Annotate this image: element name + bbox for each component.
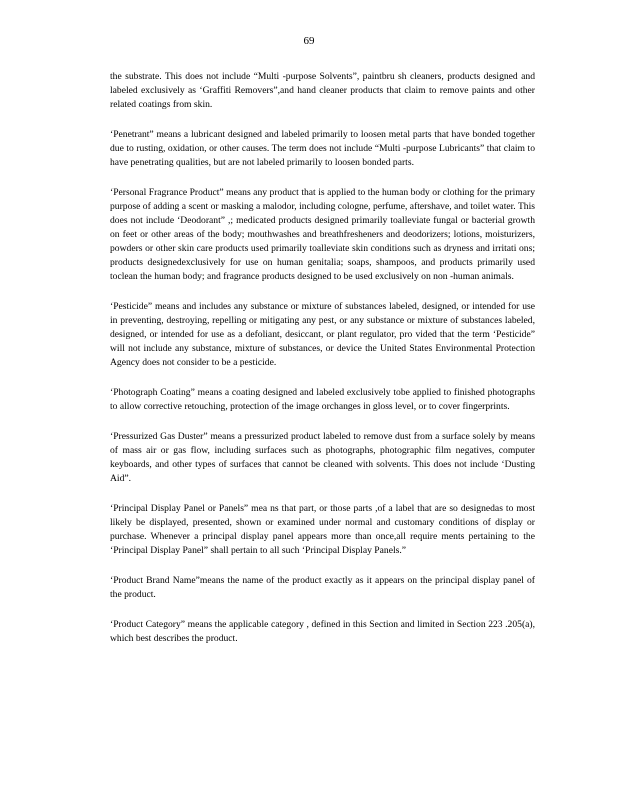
definition-principal-display-panel: ‘Principal Display Panel or Panels” mea ns that part, or those parts ,of a label that are so designedas to most likely be displayed, presented, shown or examined under normal and customary conditions of display or purchase. Whenever a principal display panel appears more than once,all require ments pertaining to the ‘Principal Display Panel” shall pertain to all such ‘Principal Display Panels.” xyxy=(110,503,535,556)
definition-product-category: ‘Product Category” means the applicable category , defined in this Section and limited in Section 223 .205(a), which best describes the product. xyxy=(110,619,535,644)
definition-pressurized-gas-duster: ‘Pressurized Gas Duster” means a pressurized product labeled to remove dust from a surface solely by means of mass air or gas flow, including surfaces such as photographs, photographic film negatives, computer keyboards, and other types of surfaces that cannot be cleaned with solvents. This does not include ‘Dusting Aid”. xyxy=(110,431,535,484)
paragraph-substrate: the substrate. This does not include “Multi -purpose Solvents”, paintbru sh cleaners, products designed and labeled exclusively as ‘Graffiti Removers”,and hand cleaner products that claim to remove paints and other related coatings from skin. xyxy=(110,71,535,110)
definition-penetrant: ‘Penetrant” means a lubricant designed and labeled primarily to loosen metal parts that have bonded together due to rusting, oxidation, or other causes. The term does not include “Multi -purpose Lubricants” that claim to have penetrating qualities, but are not labeled primarily to loosen bonded parts. xyxy=(110,129,535,168)
document-body xyxy=(110,70,535,662)
definition-photograph-coating: ‘Photograph Coating” means a coating designed and labeled exclusively tobe applied to finished photographs to allow corrective retouching, protection of the image orchanges in gloss level, or to cover fingerprints. xyxy=(110,387,535,412)
definition-product-brand-name: ‘Product Brand Name”means the name of the product exactly as it appears on the principal display panel of the product. xyxy=(110,575,535,600)
definition-pesticide: ‘Pesticide” means and includes any substance or mixture of substances labeled, designed, or intended for use in preventing, destroying, repelling or mitigating any pest, or any substance or mixture of substances labeled, designed, or intended for use as a defoliant, desiccant, or plant regulator, pro vided that the term ‘Pesticide” will not include any substance, mixture of substances, or device the United States Environmental Protection Agency does not consider to be a pesticide. xyxy=(110,301,535,368)
page-number: 69 xyxy=(303,35,315,47)
definition-personal-fragrance-product: ‘Personal Fragrance Product” means any product that is applied to the human body or clothing for the primary purpose of adding a scent or masking a malodor, including cologne, perfume, aftershave, and toilet water. This does not include ‘Deodorant” ,; medicated products designed primarily toalleviate fungal or bacterial growth on feet or other areas of the body; mouthwashes and breathfresheners and deodorizers; lotions, moisturizers, powders or other skin care products used primarily toalleviate skin conditions such as dryness and irritati ons; products designedexclusively for use on human genitalia; soaps, shampoos, and products primarily used toclean the human body; and fragrance products designed to be used exclusively on non -human animals. xyxy=(110,187,535,282)
